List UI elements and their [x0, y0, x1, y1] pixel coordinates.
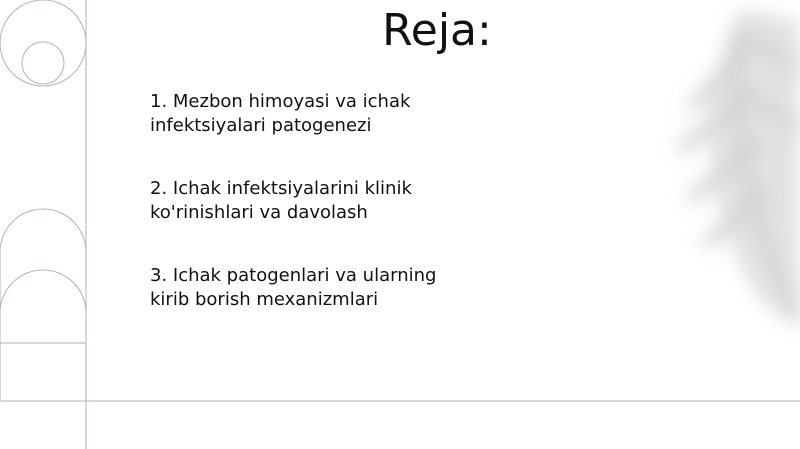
lower-arch-outline [0, 270, 86, 401]
upper-arch-outline [0, 209, 86, 401]
agenda-list [150, 90, 480, 312]
agenda-item: 2. Ichak infektsiyalarini klinik ko'rinishlari va davolash [150, 178, 412, 223]
agenda-item: 1. Mezbon himoyasi va ichak infektsiyalari patogenezi [150, 91, 411, 136]
agenda-item: 3. Ichak patogenlari va ularning kirib borish mexanizmlari [150, 265, 437, 310]
slide-title: Reja: [382, 5, 492, 56]
